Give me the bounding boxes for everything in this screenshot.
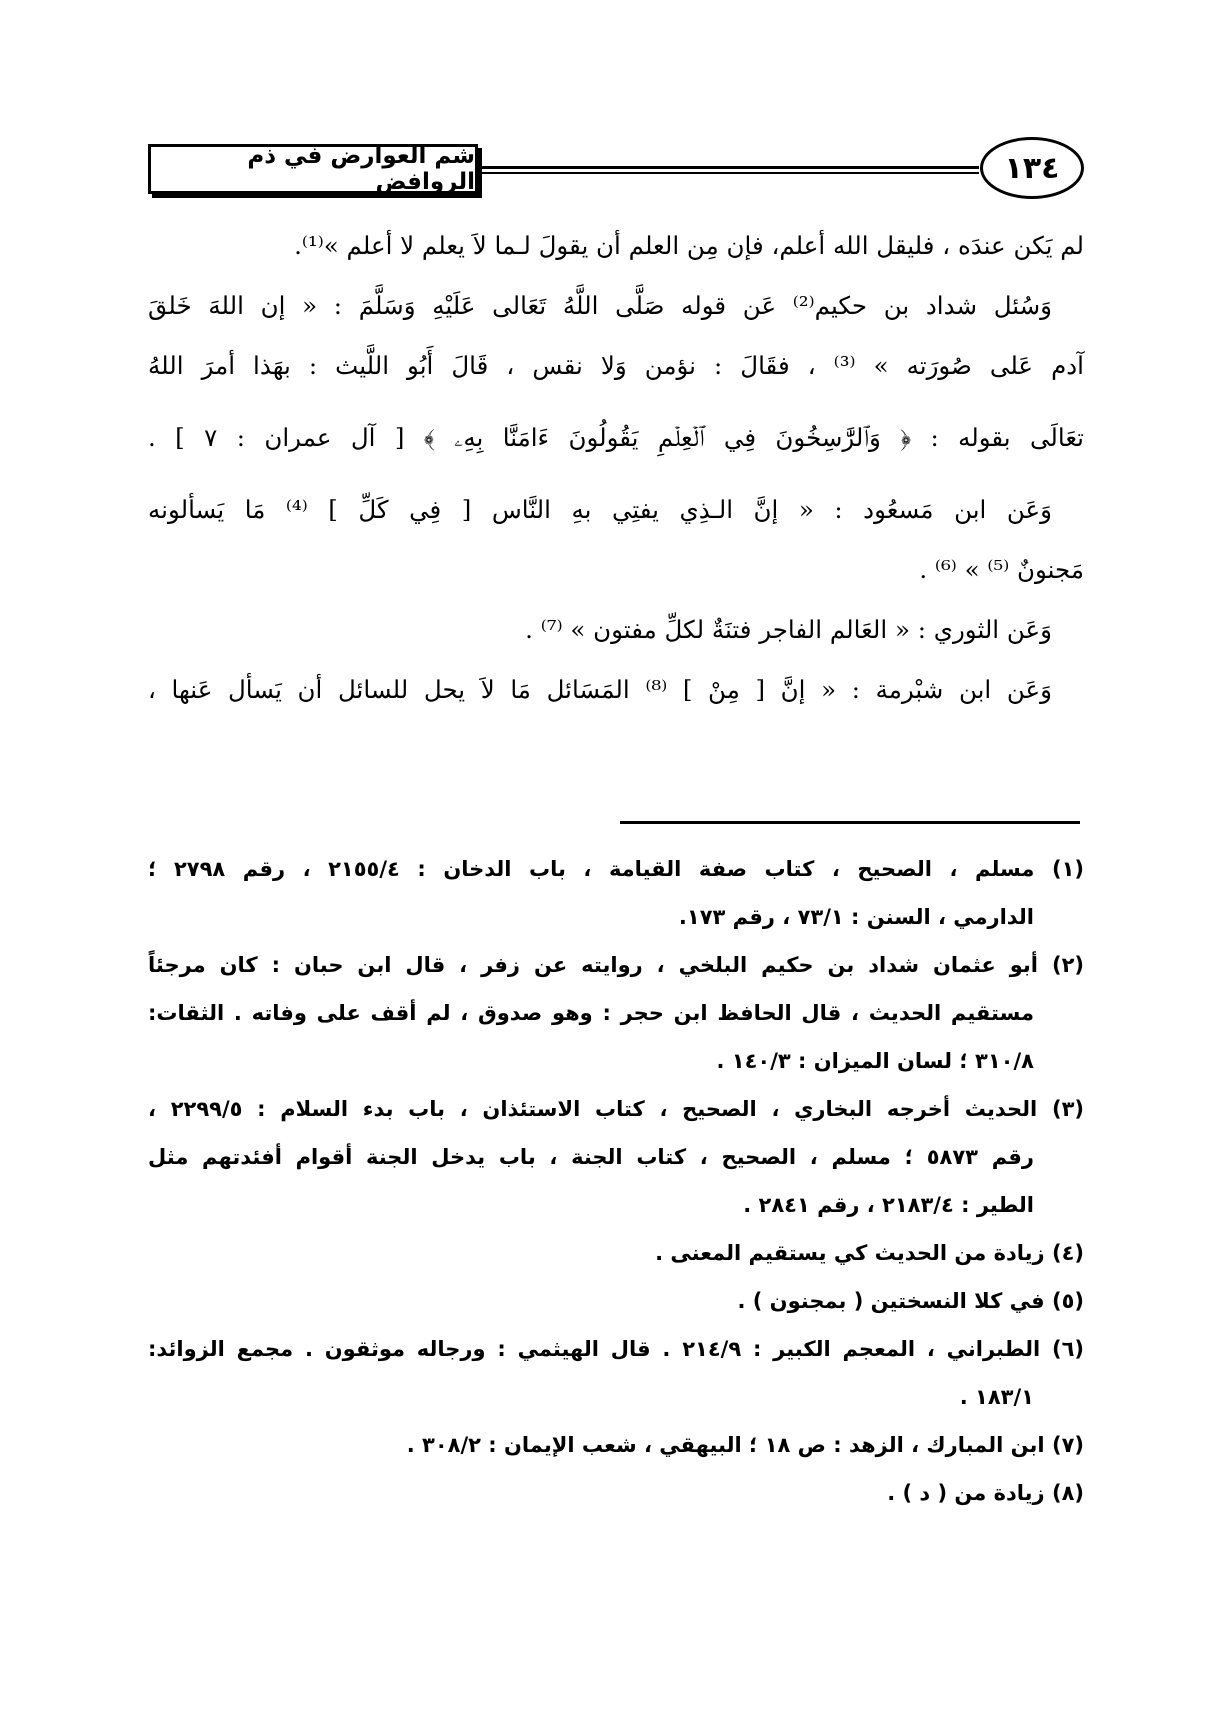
footnote-4 <box>148 1229 1084 1277</box>
footnote-6 <box>148 1325 1084 1421</box>
header-rule-thin <box>481 172 979 174</box>
footnote-line: ٣١٠/٨ ؛ لسان الميزان : ١٤٠/٣ . <box>716 1049 1034 1073</box>
footnote-7 <box>148 1421 1084 1469</box>
footnote-8 <box>148 1469 1084 1517</box>
footnote-line: الطير : ٢١٨٣/٤ ، رقم ٢٨٤١ . <box>743 1193 1034 1217</box>
footnote-line: (٤) زيادة من الحديث كي يستقيم المعنى . <box>655 1241 1084 1265</box>
quran-verse-line: تعَالَى بقوله : ﴿ وَٱلرَّٰسِخُونَ فِي ٱلۡعِلۡمِ يَقُولُونَ ءَامَنَّا بِهِۦ ﴾ [ آل عمران : ٧ ] . <box>148 423 1085 452</box>
footnote-line: (٧) ابن المبارك ، الزهد : ص ١٨ ؛ البيهقي ، شعب الإيمان : ٣٠٨/٢ . <box>406 1433 1084 1457</box>
text-line: مَجنونٌ ⁽⁵⁾ » ⁽⁶⁾ . <box>919 555 1084 584</box>
book-title: شم العوارض في ذم الروافض <box>148 144 478 194</box>
footnote-2 <box>148 941 1084 1085</box>
footnote-line: الدارمي ، السنن : ٧٣/١ ، رقم ١٧٣. <box>678 905 1034 929</box>
page-header <box>148 118 1084 204</box>
footnote-1 <box>148 845 1084 941</box>
footnote-line: (٣) الحديث أخرجه البخاري ، الصحيح ، كتاب الاستئذان ، باب بدء السلام : ٢٢٩٩/٥ ، <box>148 1097 1085 1121</box>
text-line: وَعَن الثوري : « العَالم الفاجر فتنَةٌ لكلِّ مفتون » ⁽⁷⁾ . <box>525 615 1052 644</box>
text-line: وَعَن ابن شبْرمة : « إنَّ [ مِنْ ] ⁽⁸⁾ المَسَائل مَا لاَ يحل للسائل أن يَسأل عَنها ، <box>148 675 1052 704</box>
footnote-line: ١٨٣/١ . <box>959 1385 1034 1409</box>
footnote-line: مستقيم الحديث ، قال الحافظ ابن حجر : وهو صدوق ، لم أقف على وفاته . الثقات: <box>148 1001 1034 1025</box>
text-line: وَسُئل شداد بن حكيم⁽²⁾ عَن قوله صَلَّى اللَّهُ تَعَالى عَلَيْهِ وَسَلَّمَ : « إن اللهَ خَلقَ <box>148 291 1052 320</box>
footnote-line: (٢) أبو عثمان شداد بن حكيم البلخي ، روايته عن زفر ، قال ابن حبان : كان مرجئاً <box>148 953 1085 977</box>
footnote-line: (٦) الطبراني ، المعجم الكبير : ٢١٤/٩ . قال الهيثمي : ورجاله موثقون . مجمع الزوائد: <box>148 1337 1085 1361</box>
footnote-line: (٨) زيادة من ( د ) . <box>887 1481 1084 1505</box>
footnote-line: (١) مسلم ، الصحيح ، كتاب صفة القيامة ، باب الدخان : ٢١٥٥/٤ ، رقم ٢٧٩٨ ؛ <box>148 857 1085 881</box>
footnote-line: رقم ٥٨٧٣ ؛ مسلم ، الصحيح ، كتاب الجنة ، باب يدخل الجنة أقوام أفئدتهم مثل <box>148 1145 1034 1169</box>
footnote-line: (٥) في كلا النسختين ( بمجنون ) . <box>737 1289 1084 1313</box>
main-text <box>148 216 1084 720</box>
text-line: آدم عَلى صُورَته » ⁽³⁾ ، فقَالَ : نؤمن وَلا نقس ، قَالَ أَبُو اللَّيث : بهَذا أمرَ اللهُ <box>148 351 1084 380</box>
text-line: وَعَن ابن مَسعُود : « إنَّ الـذِي يفتِي بهِ النَّاس [ فِي كَلِّ ] ⁽⁴⁾ مَا يَسألونه <box>148 495 1052 524</box>
page-number: ١٣٤ <box>980 137 1084 199</box>
footnote-5 <box>148 1277 1084 1325</box>
header-rule <box>481 166 979 169</box>
text-line: لم يَكن عندَه ، فليقل الله أعلم، فإن مِن العلم أن يقولَ لـما لاَ يعلم لا أعلم »⁽¹⁾. <box>294 231 1084 260</box>
footnotes <box>148 845 1084 1517</box>
footnote-3 <box>148 1085 1084 1229</box>
footnote-divider <box>620 821 1080 824</box>
